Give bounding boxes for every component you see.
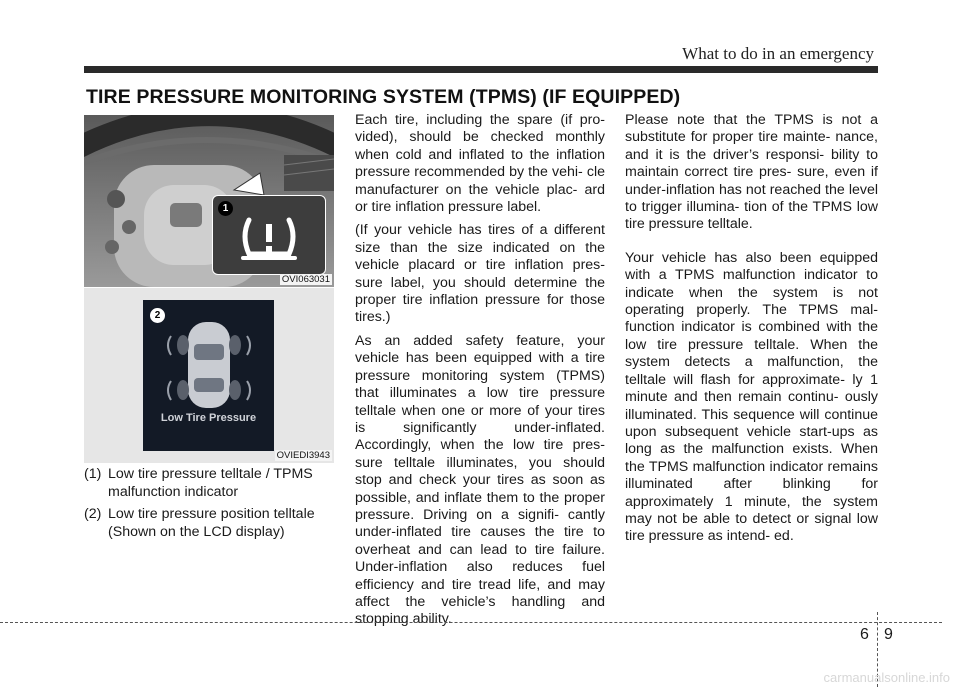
figure-captions (84, 466, 336, 546)
caption-text: Low tire pressure telltale / TPMS malfunction indicator (108, 466, 313, 500)
figure-instrument-cluster (84, 115, 334, 287)
caption-item (84, 506, 336, 541)
figure-marker-2: 2 (150, 308, 165, 323)
section-title: TIRE PRESSURE MONITORING SYSTEM (TPMS) (IF EQUIPPED) (86, 86, 681, 108)
figure-code-1: OVI063031 (281, 274, 330, 285)
caption-text: Low tire pressure position telltale (Shown on the LCD display) (108, 506, 315, 540)
figure-code-2: OVIEDI3943 (276, 450, 330, 461)
paragraph: Your vehicle has also been equipped with a TPMS malfunction indicator to indicate when the system is not operating properly. The TPMS mal- function indicator is combined with the low tire pressure telltale. When the system detects a malfunction, the telltale will flash for approximate- ly 1 minute and then remain continu- ously illuminated. This sequence will continue upon subsequent vehicle start-ups as long as the malfunction exists. When the TPMS malfunction indicator remains illuminated after blinking for approximately 1 minute, the system may not be able to detect or signal low tire pressure as intend- ed. (625, 249, 878, 545)
paragraph: Each tire, including the spare (if pro- vided), should be checked monthly when cold and inflated to the inflation pressure recommended by the vehi- cle manufacturer on the vehicle plac- ard or tire inflation pressure label. (355, 112, 605, 216)
page-number: 9 (884, 626, 893, 643)
header-rule (84, 66, 878, 73)
figure-lcd-display (84, 288, 334, 463)
car-top-view-icon (143, 300, 274, 451)
caption-number: (1) (84, 466, 102, 482)
footer-rule (0, 622, 942, 623)
text-column-3 (625, 112, 878, 552)
paragraph: Please note that the TPMS is not a substitute for proper tire mainte- nance, and it is the driver’s responsi- bility to maintain correct tire pres- sure, even if under-inflation has not reached the level to trigger illumina- tion of the TPMS low tire pressure telltale. (625, 112, 878, 233)
caption-number: (2) (84, 506, 102, 522)
watermark: carmanualsonline.info (823, 670, 950, 685)
running-header: What to do in an emergency (682, 44, 874, 63)
paragraph: As an added safety feature, your vehicle has been equipped with a tire pressure monitoring system (TPMS) that illuminates a low tire pressure telltale when one or more of your tires is significantly under-inflated. Accordingly, when the low tire pres- sure telltale illuminates, you should stop and check your tires as soon as possible, and inflate them to the proper pressure. Driving on a signifi- cantly under-inflated tire causes the tire to overheat and can lead to tire failure. Under-inflation also reduces fuel efficiency and tire tread life, and may affect the vehicle’s handling and stopping ability. (355, 332, 605, 628)
lcd-message: Low Tire Pressure (160, 412, 257, 424)
caption-item (84, 466, 336, 501)
figure-marker-1: 1 (218, 201, 233, 216)
paragraph: (If your vehicle has tires of a different size than the size indicated on the vehicle placard or tire inflation pres- sure label, you should determine the proper tire inflation pressure for those tires.) (355, 222, 605, 326)
chapter-number: 6 (860, 626, 869, 643)
text-column-2 (355, 112, 605, 635)
lcd-screen (143, 300, 274, 451)
